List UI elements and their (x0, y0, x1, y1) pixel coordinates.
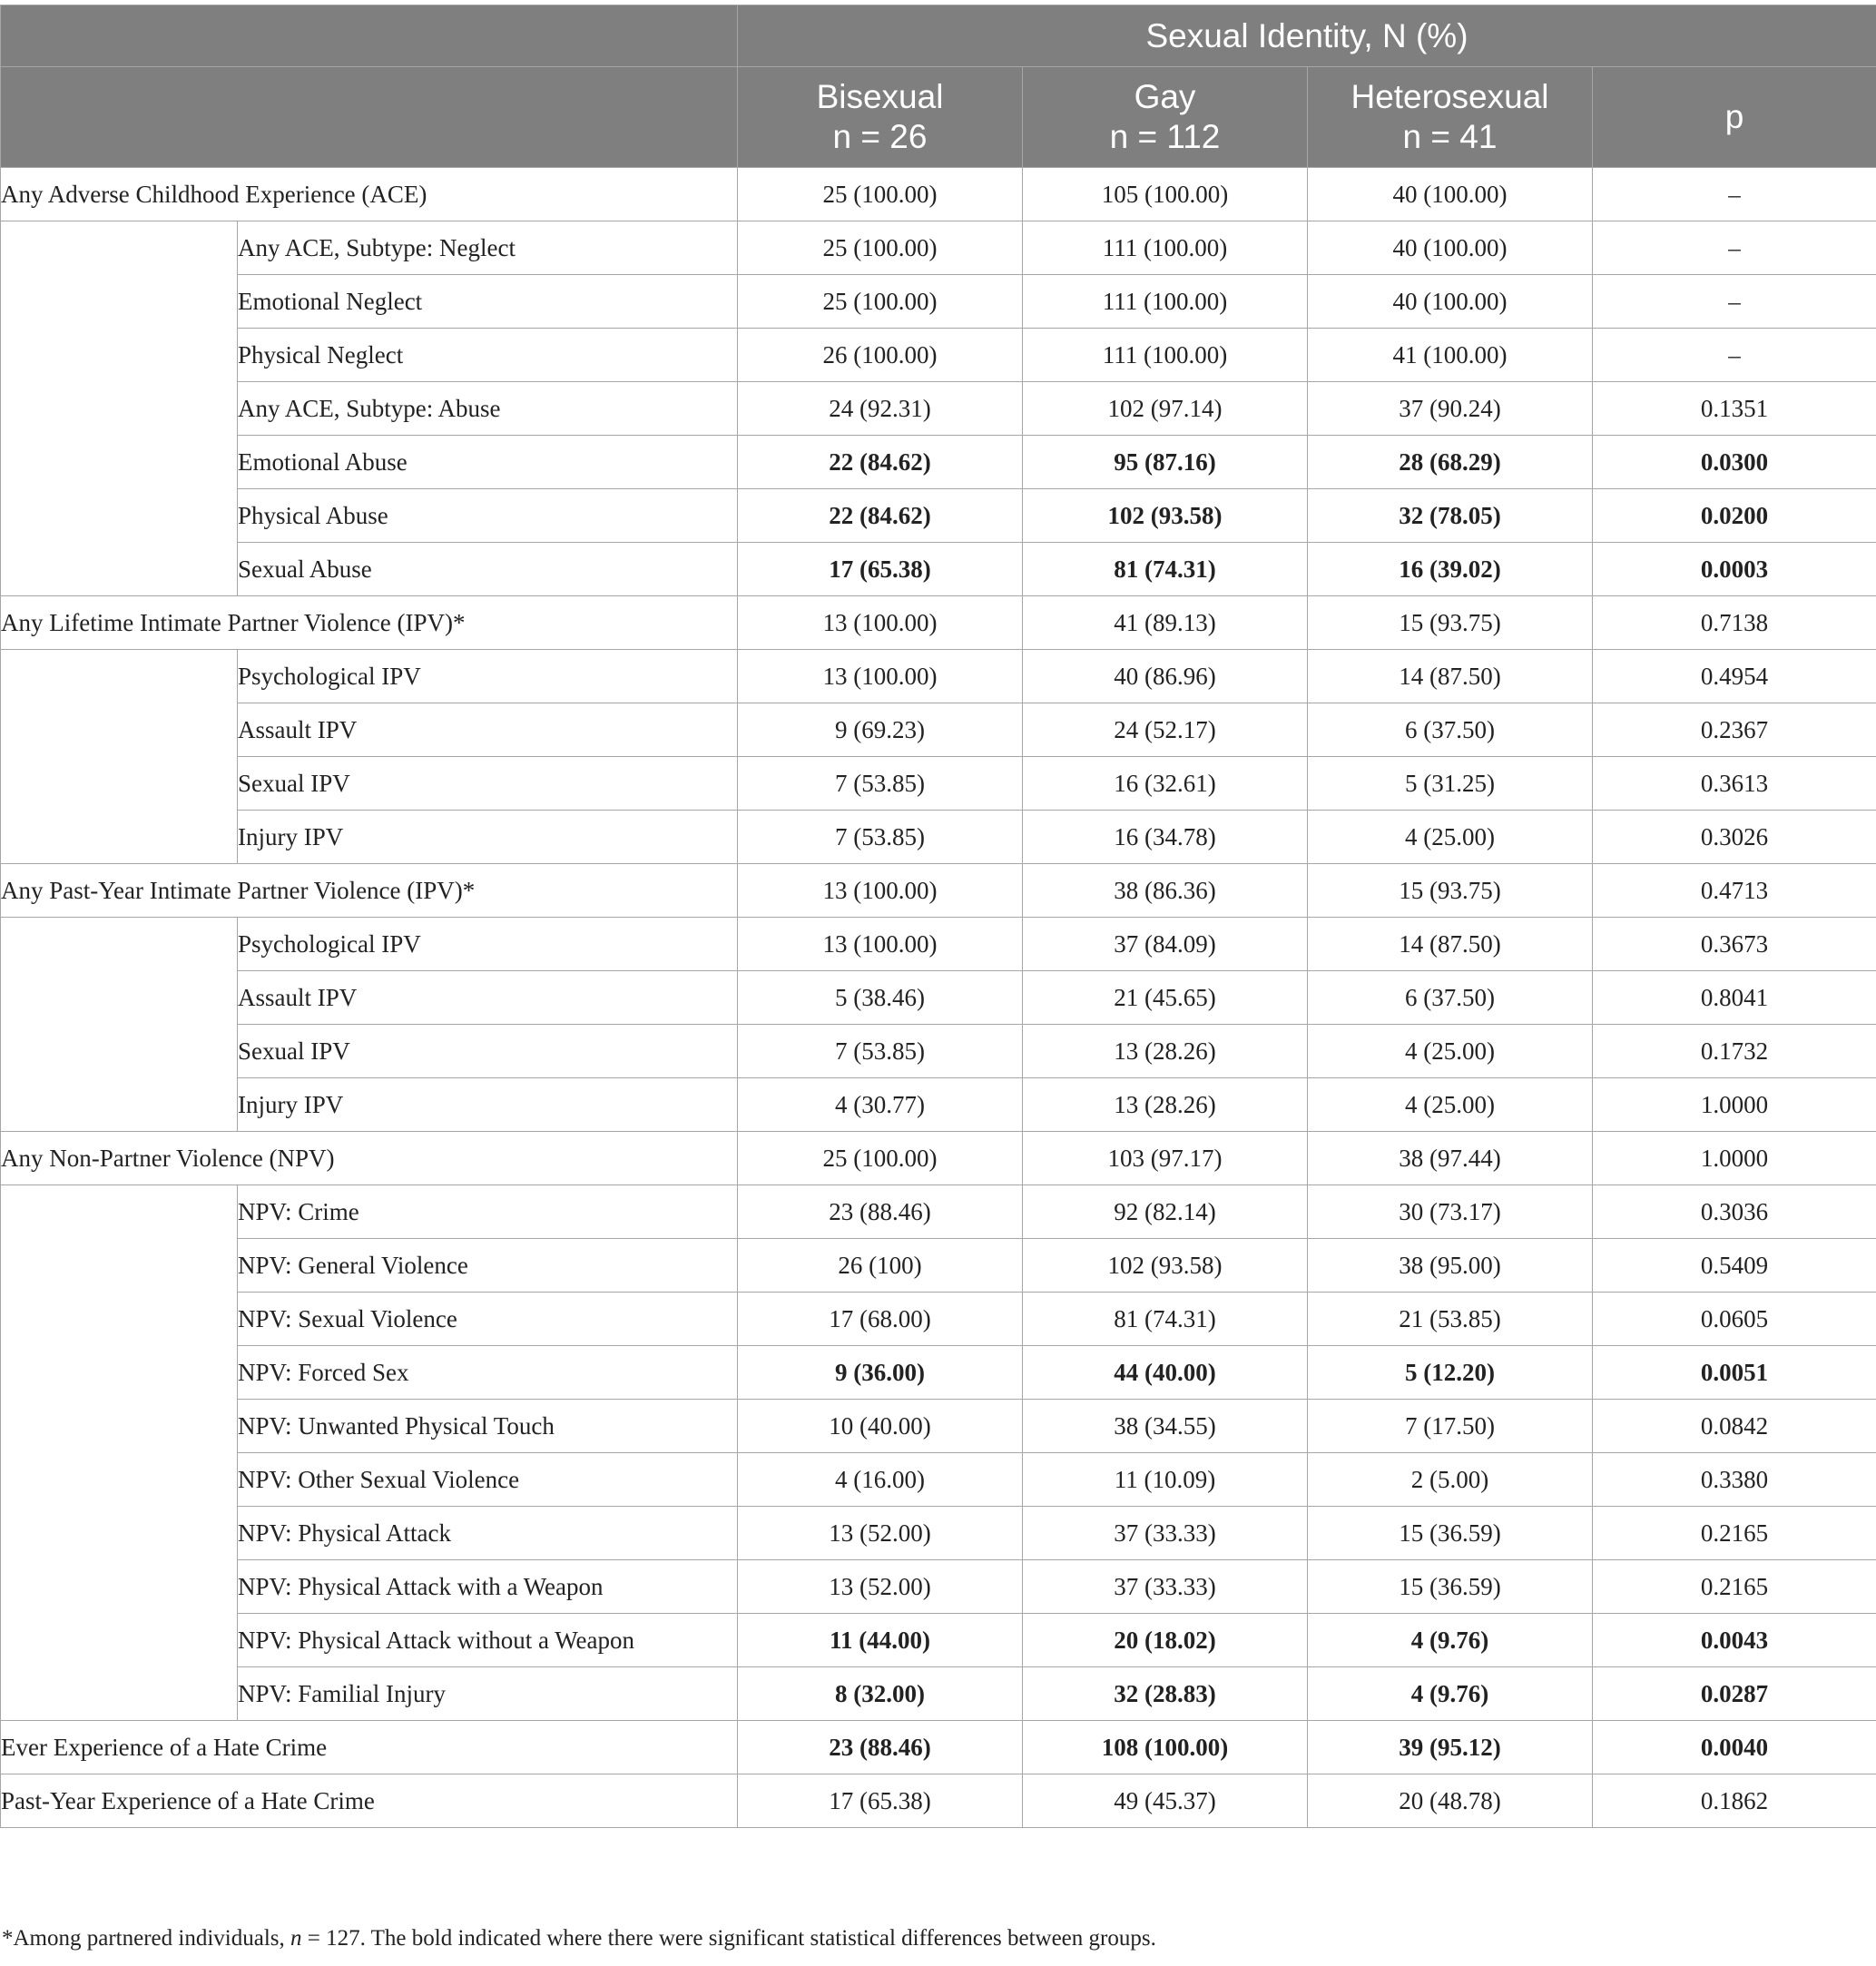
value-cell: 13 (28.26) (1023, 1078, 1308, 1132)
value-cell: 40 (100.00) (1308, 275, 1593, 329)
value-cell: 10 (40.00) (738, 1400, 1023, 1453)
row-label: Any Past-Year Intimate Partner Violence (IPV)* (1, 864, 738, 918)
value-cell: 4 (25.00) (1308, 1078, 1593, 1132)
value-cell: 4 (16.00) (738, 1453, 1023, 1507)
p-value-cell: – (1593, 275, 1876, 329)
column-name: Bisexual (816, 78, 944, 115)
value-cell: 32 (78.05) (1308, 489, 1593, 543)
p-value-cell: 0.0051 (1593, 1346, 1876, 1400)
row-label: NPV: Sexual Violence (238, 1293, 738, 1346)
row-label: Assault IPV (238, 703, 738, 757)
table-row (1, 1721, 1876, 1774)
p-value-cell: 0.2165 (1593, 1507, 1876, 1560)
value-cell: 11 (44.00) (738, 1614, 1023, 1667)
row-label: Physical Neglect (238, 329, 738, 382)
header-blank-cell (1, 5, 738, 67)
value-cell: 41 (89.13) (1023, 596, 1308, 650)
value-cell: 32 (28.83) (1023, 1667, 1308, 1721)
value-cell: 38 (34.55) (1023, 1400, 1308, 1453)
value-cell: 2 (5.00) (1308, 1453, 1593, 1507)
value-cell: 81 (74.31) (1023, 543, 1308, 596)
value-cell: 7 (17.50) (1308, 1400, 1593, 1453)
row-label: Injury IPV (238, 1078, 738, 1132)
value-cell: 13 (100.00) (738, 864, 1023, 918)
table-row (1, 811, 1876, 864)
p-value-cell: 0.3036 (1593, 1185, 1876, 1239)
column-name: Heterosexual (1351, 78, 1549, 115)
row-label: Psychological IPV (238, 650, 738, 703)
value-cell: 105 (100.00) (1023, 168, 1308, 221)
column-name: Gay (1134, 78, 1196, 115)
header-blank-cell (1, 67, 738, 168)
indent-cell (1, 918, 238, 1132)
group-title: Sexual Identity, N (%) (738, 5, 1876, 67)
table-row (1, 329, 1876, 382)
value-cell: 102 (97.14) (1023, 382, 1308, 436)
table-body (1, 168, 1876, 1828)
column-header-p: p (1593, 67, 1876, 168)
results-table (0, 5, 1876, 1828)
row-label: Any Lifetime Intimate Partner Violence (IPV)* (1, 596, 738, 650)
row-label: NPV: Physical Attack (238, 1507, 738, 1560)
table-row (1, 1078, 1876, 1132)
value-cell: 26 (100.00) (738, 329, 1023, 382)
table-row (1, 489, 1876, 543)
table-row (1, 596, 1876, 650)
p-value-cell: 0.7138 (1593, 596, 1876, 650)
p-value-cell: 0.4954 (1593, 650, 1876, 703)
p-value-cell: 0.0842 (1593, 1400, 1876, 1453)
value-cell: 6 (37.50) (1308, 971, 1593, 1025)
p-value-cell: 1.0000 (1593, 1078, 1876, 1132)
table-row (1, 1614, 1876, 1667)
value-cell: 37 (90.24) (1308, 382, 1593, 436)
p-value-cell: 1.0000 (1593, 1132, 1876, 1185)
value-cell: 13 (52.00) (738, 1507, 1023, 1560)
row-label: NPV: Unwanted Physical Touch (238, 1400, 738, 1453)
p-value-cell: 0.3380 (1593, 1453, 1876, 1507)
table-row (1, 703, 1876, 757)
value-cell: 108 (100.00) (1023, 1721, 1308, 1774)
value-cell: 6 (37.50) (1308, 703, 1593, 757)
value-cell: 4 (9.76) (1308, 1614, 1593, 1667)
p-value-cell: 0.0300 (1593, 436, 1876, 489)
table-row (1, 1667, 1876, 1721)
value-cell: 13 (100.00) (738, 596, 1023, 650)
p-value-cell: 0.0043 (1593, 1614, 1876, 1667)
value-cell: 15 (36.59) (1308, 1507, 1593, 1560)
value-cell: 14 (87.50) (1308, 650, 1593, 703)
value-cell: 9 (69.23) (738, 703, 1023, 757)
value-cell: 111 (100.00) (1023, 329, 1308, 382)
p-value-cell: 0.0605 (1593, 1293, 1876, 1346)
value-cell: 25 (100.00) (738, 1132, 1023, 1185)
p-value-cell: – (1593, 221, 1876, 275)
value-cell: 37 (84.09) (1023, 918, 1308, 971)
value-cell: 102 (93.58) (1023, 1239, 1308, 1293)
value-cell: 13 (100.00) (738, 918, 1023, 971)
value-cell: 17 (68.00) (738, 1293, 1023, 1346)
value-cell: 25 (100.00) (738, 168, 1023, 221)
p-value-cell: 0.2165 (1593, 1560, 1876, 1614)
value-cell: 81 (74.31) (1023, 1293, 1308, 1346)
row-label: NPV: General Violence (238, 1239, 738, 1293)
p-value-cell: 0.1351 (1593, 382, 1876, 436)
value-cell: 20 (18.02) (1023, 1614, 1308, 1667)
table-row (1, 1239, 1876, 1293)
table-row (1, 1774, 1876, 1828)
value-cell: 38 (97.44) (1308, 1132, 1593, 1185)
row-label: Any ACE, Subtype: Abuse (238, 382, 738, 436)
value-cell: 111 (100.00) (1023, 221, 1308, 275)
table-header (1, 5, 1876, 168)
column-header-heterosexual (1308, 67, 1593, 168)
table-row (1, 918, 1876, 971)
row-label: Sexual IPV (238, 757, 738, 811)
row-label: Sexual IPV (238, 1025, 738, 1078)
table-row (1, 275, 1876, 329)
value-cell: 24 (92.31) (738, 382, 1023, 436)
value-cell: 23 (88.46) (738, 1721, 1023, 1774)
value-cell: 25 (100.00) (738, 275, 1023, 329)
value-cell: 24 (52.17) (1023, 703, 1308, 757)
row-label: NPV: Physical Attack with a Weapon (238, 1560, 738, 1614)
p-value-cell: 0.8041 (1593, 971, 1876, 1025)
row-label: NPV: Crime (238, 1185, 738, 1239)
row-label: Assault IPV (238, 971, 738, 1025)
value-cell: 4 (25.00) (1308, 811, 1593, 864)
value-cell: 16 (34.78) (1023, 811, 1308, 864)
value-cell: 39 (95.12) (1308, 1721, 1593, 1774)
p-value-cell: 0.1862 (1593, 1774, 1876, 1828)
p-value-cell: 0.2367 (1593, 703, 1876, 757)
value-cell: 38 (95.00) (1308, 1239, 1593, 1293)
value-cell: 37 (33.33) (1023, 1507, 1308, 1560)
value-cell: 30 (73.17) (1308, 1185, 1593, 1239)
table-row (1, 1453, 1876, 1507)
table-row (1, 221, 1876, 275)
value-cell: 15 (36.59) (1308, 1560, 1593, 1614)
value-cell: 5 (12.20) (1308, 1346, 1593, 1400)
column-n: n = 112 (1109, 118, 1221, 155)
table-row (1, 543, 1876, 596)
p-value-cell: – (1593, 168, 1876, 221)
value-cell: 4 (25.00) (1308, 1025, 1593, 1078)
footnote-n: n (290, 1926, 302, 1951)
footnote-post: = 127. The bold indicated where there were significant statistical differences between groups. (301, 1926, 1156, 1951)
row-label: NPV: Forced Sex (238, 1346, 738, 1400)
value-cell: 17 (65.38) (738, 543, 1023, 596)
value-cell: 92 (82.14) (1023, 1185, 1308, 1239)
column-n: n = 26 (832, 118, 928, 155)
table-row (1, 650, 1876, 703)
value-cell: 40 (100.00) (1308, 221, 1593, 275)
value-cell: 28 (68.29) (1308, 436, 1593, 489)
column-header-bisexual (738, 67, 1023, 168)
value-cell: 8 (32.00) (738, 1667, 1023, 1721)
value-cell: 4 (9.76) (1308, 1667, 1593, 1721)
value-cell: 13 (52.00) (738, 1560, 1023, 1614)
column-n: n = 41 (1402, 118, 1498, 155)
column-header-gay (1023, 67, 1308, 168)
row-label: NPV: Familial Injury (238, 1667, 738, 1721)
p-value-cell: 0.0287 (1593, 1667, 1876, 1721)
table-row (1, 1293, 1876, 1346)
value-cell: 5 (38.46) (738, 971, 1023, 1025)
value-cell: 16 (39.02) (1308, 543, 1593, 596)
value-cell: 37 (33.33) (1023, 1560, 1308, 1614)
table-row (1, 971, 1876, 1025)
table-row (1, 1025, 1876, 1078)
p-value-cell: 0.0200 (1593, 489, 1876, 543)
value-cell: 13 (28.26) (1023, 1025, 1308, 1078)
value-cell: 17 (65.38) (738, 1774, 1023, 1828)
row-label: Any Non-Partner Violence (NPV) (1, 1132, 738, 1185)
indent-cell (1, 221, 238, 596)
value-cell: 22 (84.62) (738, 436, 1023, 489)
value-cell: 7 (53.85) (738, 757, 1023, 811)
row-label: Past-Year Experience of a Hate Crime (1, 1774, 738, 1828)
p-value-cell: 0.0040 (1593, 1721, 1876, 1774)
value-cell: 20 (48.78) (1308, 1774, 1593, 1828)
p-value-cell: – (1593, 329, 1876, 382)
value-cell: 26 (100) (738, 1239, 1023, 1293)
value-cell: 41 (100.00) (1308, 329, 1593, 382)
row-label: Any Adverse Childhood Experience (ACE) (1, 168, 738, 221)
table-row (1, 382, 1876, 436)
row-label: Injury IPV (238, 811, 738, 864)
value-cell: 25 (100.00) (738, 221, 1023, 275)
p-value-cell: 0.4713 (1593, 864, 1876, 918)
value-cell: 5 (31.25) (1308, 757, 1593, 811)
value-cell: 49 (45.37) (1023, 1774, 1308, 1828)
value-cell: 22 (84.62) (738, 489, 1023, 543)
table-row (1, 1185, 1876, 1239)
value-cell: 40 (86.96) (1023, 650, 1308, 703)
table-row (1, 1346, 1876, 1400)
indent-cell (1, 1185, 238, 1721)
value-cell: 11 (10.09) (1023, 1453, 1308, 1507)
value-cell: 7 (53.85) (738, 811, 1023, 864)
table-row (1, 1400, 1876, 1453)
p-value-cell: 0.1732 (1593, 1025, 1876, 1078)
row-label: Sexual Abuse (238, 543, 738, 596)
indent-cell (1, 650, 238, 864)
row-label: Physical Abuse (238, 489, 738, 543)
row-label: Emotional Abuse (238, 436, 738, 489)
value-cell: 23 (88.46) (738, 1185, 1023, 1239)
value-cell: 40 (100.00) (1308, 168, 1593, 221)
value-cell: 13 (100.00) (738, 650, 1023, 703)
table-row (1, 757, 1876, 811)
value-cell: 111 (100.00) (1023, 275, 1308, 329)
value-cell: 15 (93.75) (1308, 596, 1593, 650)
row-label: Psychological IPV (238, 918, 738, 971)
value-cell: 9 (36.00) (738, 1346, 1023, 1400)
value-cell: 38 (86.36) (1023, 864, 1308, 918)
row-label: NPV: Physical Attack without a Weapon (238, 1614, 738, 1667)
row-label: Ever Experience of a Hate Crime (1, 1721, 738, 1774)
value-cell: 102 (93.58) (1023, 489, 1308, 543)
table-row (1, 168, 1876, 221)
value-cell: 14 (87.50) (1308, 918, 1593, 971)
table-row (1, 1507, 1876, 1560)
table-row (1, 1560, 1876, 1614)
value-cell: 44 (40.00) (1023, 1346, 1308, 1400)
value-cell: 4 (30.77) (738, 1078, 1023, 1132)
value-cell: 15 (93.75) (1308, 864, 1593, 918)
row-label: Any ACE, Subtype: Neglect (238, 221, 738, 275)
p-value-cell: 0.3673 (1593, 918, 1876, 971)
value-cell: 16 (32.61) (1023, 757, 1308, 811)
value-cell: 7 (53.85) (738, 1025, 1023, 1078)
row-label: NPV: Other Sexual Violence (238, 1453, 738, 1507)
value-cell: 95 (87.16) (1023, 436, 1308, 489)
footnote-pre: *Among partnered individuals, (2, 1926, 290, 1951)
table-row (1, 436, 1876, 489)
value-cell: 103 (97.17) (1023, 1132, 1308, 1185)
table-row (1, 1132, 1876, 1185)
table-row (1, 864, 1876, 918)
row-label: Emotional Neglect (238, 275, 738, 329)
value-cell: 21 (45.65) (1023, 971, 1308, 1025)
p-value-cell: 0.3613 (1593, 757, 1876, 811)
p-value-cell: 0.3026 (1593, 811, 1876, 864)
value-cell: 21 (53.85) (1308, 1293, 1593, 1346)
p-value-cell: 0.5409 (1593, 1239, 1876, 1293)
footnote (2, 1926, 1156, 1951)
p-value-cell: 0.0003 (1593, 543, 1876, 596)
